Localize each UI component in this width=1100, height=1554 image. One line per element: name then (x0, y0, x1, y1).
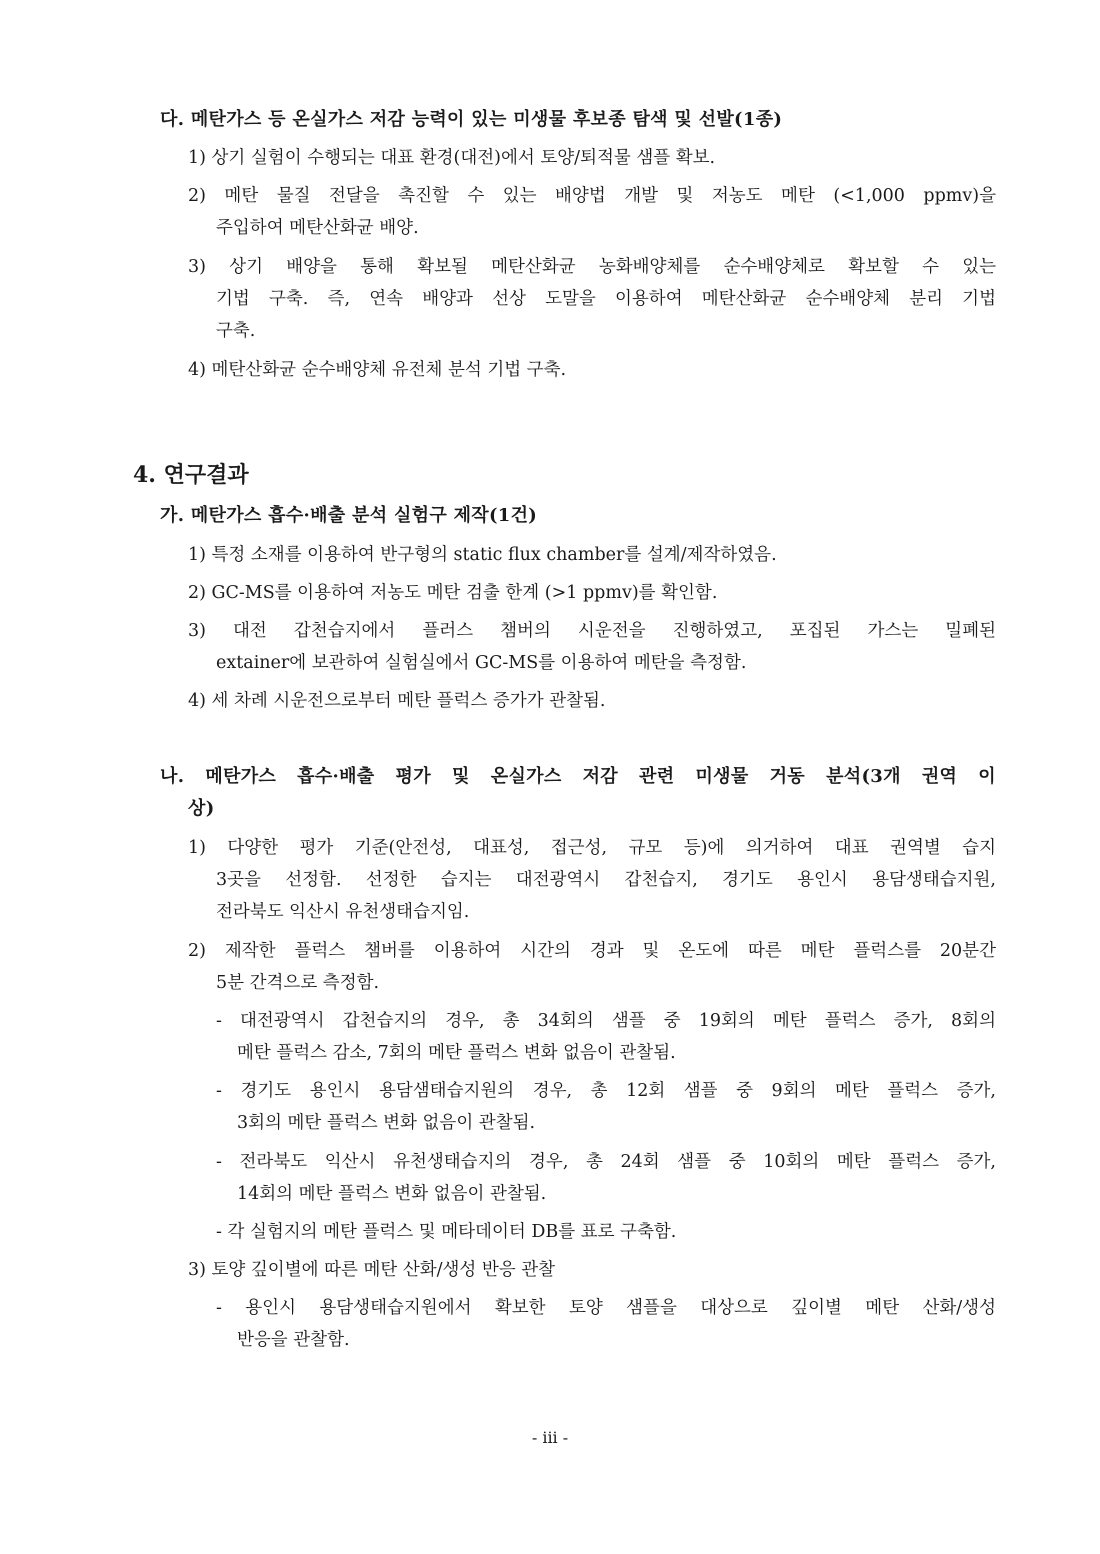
section-na-item-2: 2) 제작한 플럭스 챔버를 이용하여 시간의 경과 및 온도에 따른 메탄 플럭스를 20분간 (188, 941, 996, 961)
section-ga-item-1: 1) 특정 소재를 이용하여 반구형의 static flux chamber를 설계/제작하였음. (188, 545, 777, 565)
page-number: - iii - (531, 1428, 569, 1447)
section-na-item-2-cont: 5분 간격으로 측정함. (216, 973, 380, 993)
section-na-item-3: 3) 토양 깊이별에 따른 메탄 산화/생성 반응 관찰 (188, 1260, 556, 1280)
section-da-item-4: 4) 메탄산화균 순수배양체 유전체 분석 기법 구축. (188, 360, 567, 380)
section-na-heading: 나. 메탄가스 흡수·배출 평가 및 온실가스 저감 관련 미생물 거동 분석(3개 권역 이 (160, 766, 996, 787)
section-na-bullet-1-cont: 메탄 플럭스 감소, 7회의 메탄 플럭스 변화 없음이 관찰됨. (237, 1043, 676, 1063)
section-da-item-2-cont: 주입하여 메탄산화균 배양. (216, 218, 419, 238)
section-na-bullet-5: - 용인시 용담생태습지원에서 확보한 토양 샘플을 대상으로 깊이별 메탄 산화/생성 (216, 1298, 996, 1318)
section-na-bullet-3: - 전라북도 익산시 유천생태습지의 경우, 총 24회 샘플 중 10회의 메탄 플럭스 증가, (216, 1152, 996, 1172)
section-na-bullet-2: - 경기도 용인시 용담샘태습지원의 경우, 총 12회 샘플 중 9회의 메탄 플럭스 증가, (216, 1081, 996, 1101)
section-na-item-1-cont2: 전라북도 익산시 유천생태습지임. (216, 902, 470, 922)
section-na-bullet-3-cont: 14회의 메탄 플럭스 변화 없음이 관찰됨. (237, 1184, 547, 1204)
section-na-bullet-4: - 각 실험지의 메탄 플럭스 및 메타데이터 DB를 표로 구축함. (216, 1222, 677, 1242)
section-na-item-1: 1) 다양한 평가 기준(안전성, 대표성, 접근성, 규모 등)에 의거하여 대표 권역별 습지 (188, 838, 996, 858)
section-4-title: 4. 연구결과 (133, 462, 249, 488)
section-na-bullet-1: - 대전광역시 갑천습지의 경우, 총 34회의 샘플 중 19회의 메탄 플럭스 증가, 8회의 (216, 1011, 996, 1031)
section-da-heading: 다. 메탄가스 등 온실가스 저감 능력이 있는 미생물 후보종 탐색 및 선발(1종) (160, 109, 783, 130)
section-na-item-1-cont: 3곳을 선정함. 선정한 습지는 대전광역시 갑천습지, 경기도 용인시 용담생태습지원, (216, 870, 996, 890)
section-da-item-3: 3) 상기 배양을 통해 확보될 메탄산화균 농화배양체를 순수배양체로 확보할 수 있는 (188, 257, 996, 277)
section-ga-item-2: 2) GC-MS를 이용하여 저농도 메탄 검출 한계 (>1 ppmv)를 확인함. (188, 583, 718, 603)
section-na-bullet-5-cont: 반응을 관찰함. (237, 1330, 350, 1350)
section-ga-item-4: 4) 세 차례 시운전으로부터 메탄 플럭스 증가가 관찰됨. (188, 691, 606, 711)
section-da-item-1: 1) 상기 실험이 수행되는 대표 환경(대전)에서 토양/퇴적물 샘플 확보. (188, 148, 716, 168)
section-da-item-2: 2) 메탄 물질 전달을 촉진할 수 있는 배양법 개발 및 저농도 메탄 (<1,000 ppmv)을 (188, 186, 996, 206)
section-ga-item-3-cont: extainer에 보관하여 실험실에서 GC-MS를 이용하여 메탄을 측정함. (216, 653, 747, 673)
section-ga-heading: 가. 메탄가스 흡수·배출 분석 실험구 제작(1건) (160, 505, 538, 526)
section-na-heading-cont: 상) (188, 798, 215, 819)
section-ga-item-3: 3) 대전 갑천습지에서 플러스 챔버의 시운전을 진행하였고, 포집된 가스는 밀폐된 (188, 621, 996, 641)
section-da-item-3-cont2: 구축. (216, 321, 256, 341)
section-na-bullet-2-cont: 3회의 메탄 플럭스 변화 없음이 관찰됨. (237, 1113, 536, 1133)
section-da-item-3-cont: 기법 구축. 즉, 연속 배양과 선상 도말을 이용하여 메탄산화균 순수배양체 분리 기법 (216, 289, 996, 309)
